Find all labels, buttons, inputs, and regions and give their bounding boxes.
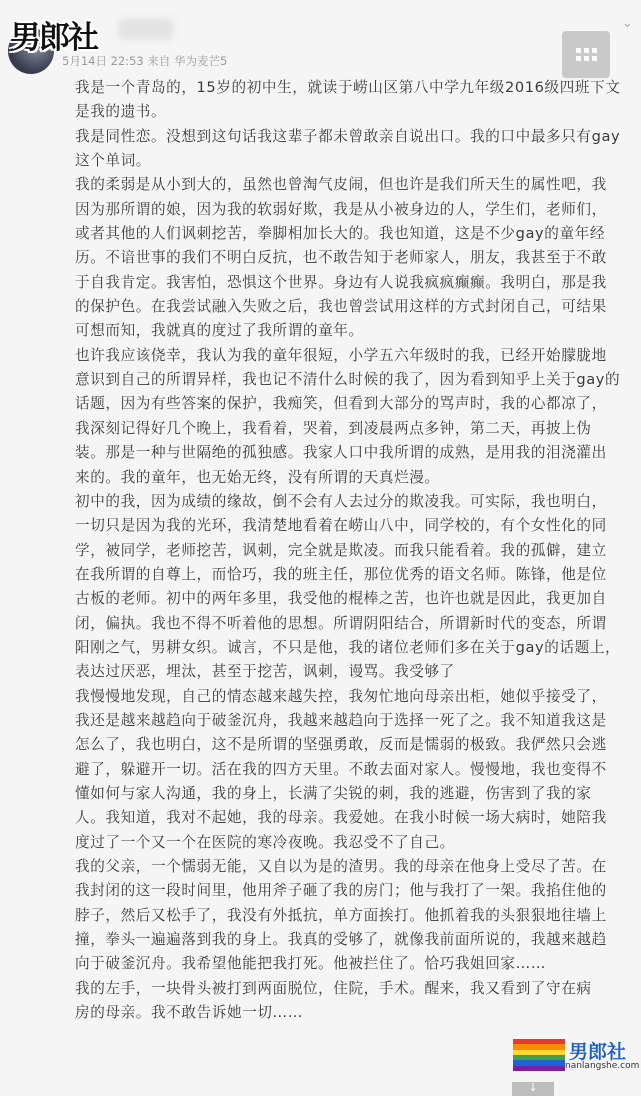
post-line: 或者其他的人们讽刺挖苦，拳脚相加长大的。我也知道，这是不少gay的童年经 xyxy=(75,225,606,243)
post-line: 我的父亲，一个懦弱无能，又自以为是的渣男。我的母亲在他身上受尽了苦。在 xyxy=(75,858,607,875)
post-line: 也许我应该侥幸，我认为我的童年很短，小学五六年级时的我，已经开始朦胧地 xyxy=(75,346,607,364)
post-line: 阳刚之气，男耕女织。诚言，不只是他，我的诸位老师们多在关于gay的话题上， xyxy=(75,638,621,656)
post-paragraph xyxy=(75,125,621,174)
post-paragraph xyxy=(75,344,621,490)
watermark-name: 男郎社 xyxy=(569,1041,627,1063)
post-line: 可想而知，我就真的度过了我所谓的童年。 xyxy=(75,322,364,340)
post-line: 在我所谓的自尊上，而恰巧，我的班主任，那位优秀的语文名师。陈锋，他是位 xyxy=(75,565,607,583)
chevron-down-icon[interactable]: ⌄ xyxy=(622,16,633,31)
post-line: 话题，因为有些答案的保护，我痴笑，但看到大部分的骂声时，我的心都凉了， xyxy=(75,395,607,413)
post-line: 脖子，然后又松手了，我没有外抵抗，单方面挨打。他抓着我的头狠狠地往墙上 xyxy=(75,906,607,924)
post-line: 我封闭的这一段时间里，他用斧子砸了我的房门；他与我打了一架。我掐住他的 xyxy=(75,882,607,900)
post-line: 历。不谙世事的我们不明白反抗，也不敢告知于老师家人，朋友，我甚至于不敢 xyxy=(75,249,607,267)
post-line: 意识到自己的所谓异样，我也记不清什么时候的我了，因为看到知乎上关于gay的 xyxy=(75,371,621,389)
post-line: 向于破釜沉舟。我希望他能把我打死。他被拦住了。恰巧我姐回家…… xyxy=(75,955,547,973)
post-line: 我深刻记得好几个晚上，我看着，哭着，到凌晨两点多钟，第二天，再披上伪 xyxy=(75,419,592,437)
post-line: 装。那是一种与世隔绝的孤独感。我家人口中我所谓的成熟，是用我的泪浇灌出 xyxy=(75,444,607,462)
post-paragraph xyxy=(75,977,621,1026)
blurred-username xyxy=(118,18,174,40)
post-line: 懂如何与家人沟通，我的身上，长满了尖锐的刺，我的逃避，伤害到了我的家 xyxy=(75,784,592,802)
post-paragraph xyxy=(75,855,621,977)
watermark-logo: 男郎社 xyxy=(10,20,97,56)
post-line: 表达过厌恶，埋汰，甚至于挖苦，讽刺，谩骂。我受够了 xyxy=(75,663,455,681)
post-body xyxy=(75,76,621,1025)
grid-menu-button[interactable] xyxy=(562,31,610,78)
post-paragraph xyxy=(75,76,621,125)
post-line: 撞，拳头一遍遍落到我的身上。我真的受够了，就像我前面所说的，我越来越趋 xyxy=(75,931,607,949)
post-line: 人。我知道，我对不起她，我的母亲。我爱她。在我小时候一场大病时，她陪我 xyxy=(75,809,607,827)
post-line: 我是一个青岛的，15岁的初中生，就读于崂山区第八中学九年级2016级四班下文 xyxy=(75,79,621,96)
post-line: 房的母亲。我不敢告诉她一切…… xyxy=(75,1004,303,1022)
post-line: 避了，躲避开一切。活在我的四方天里。不敢去面对家人。慢慢地，我也变得不 xyxy=(75,760,607,778)
post-line: 是我的遗书。 xyxy=(75,103,167,121)
watermark-url: nanlangshe.com xyxy=(565,1061,640,1071)
post-line: 于自我肯定。我害怕，恐惧这个世界。身边有人说我疯疯癫癫。我明白，那是我 xyxy=(75,273,607,291)
post-line: 来的。我的童年，也无始无终，没有所谓的天真烂漫。 xyxy=(75,468,440,486)
post-line: 因为那所谓的娘，因为我的软弱好欺，我是从小被身边的人，学生们，老师们， xyxy=(75,200,607,218)
post-line: 闭，偏执。我也不得不听着他的思想。所谓阴阳结合，所谓新时代的变态，所谓 xyxy=(75,614,607,632)
post-line: 古板的老师。初中的两年多里，我受他的棍棒之苦，也许也就是因此，我更加自 xyxy=(75,590,607,608)
post-line: 我的左手，一块骨头被打到两面脱位，住院，手术。醒来，我又看到了守在病 xyxy=(75,979,592,997)
post-paragraph xyxy=(75,685,621,855)
flag-stripe xyxy=(513,1066,565,1071)
post-line: 度过了一个又一个在医院的寒冷夜晚。我忍受不了自己。 xyxy=(75,833,455,851)
site-watermark xyxy=(513,1039,640,1073)
post-line: 我慢慢地发现，自己的情态越来越失控，我匆忙地向母亲出柜，她似乎接受了， xyxy=(75,687,607,705)
post-line: 这个单词。 xyxy=(75,152,151,170)
post-line: 的保护色。在我尝试融入失败之后，我也曾尝试用这样的方式封闭自己，可结果 xyxy=(75,298,607,316)
post-line: 一切只是因为我的光环，我清楚地看着在崂山八中，同学校的，有个女性化的同 xyxy=(75,517,607,535)
post-line: 我是同性恋。没想到这句话我这辈子都未曾敢亲自说出口。我的口中最多只有gay xyxy=(75,127,621,145)
post-meta: 5月14日 22:53 来自 华为麦芒5 xyxy=(62,54,228,68)
rainbow-flag-icon xyxy=(513,1039,565,1071)
post-line: 怎么了，我也明白，这不是所谓的坚强勇敢，反而是懦弱的极致。我俨然只会逃 xyxy=(75,736,607,754)
post-paragraph xyxy=(75,490,621,685)
post-line: 我还是越来越趋向于破釜沉舟，我越来越趋向于选择一死了之。我不知道我这是 xyxy=(75,711,607,729)
grid-icon xyxy=(576,48,597,61)
arrow-down-icon[interactable]: ↓ xyxy=(512,1082,554,1096)
post-paragraph xyxy=(75,173,621,343)
post-line: 初中的我，因为成绩的缘故，倒不会有人去过分的欺凌我。可实际，我也明白， xyxy=(75,492,607,510)
post-line: 我的柔弱是从小到大的，虽然也曾淘气皮闹，但也许是我们所天生的属性吧，我 xyxy=(75,176,607,194)
post-line: 学，被同学，老师挖苦，讽刺，完全就是欺凌。而我只能看着。我的孤僻，建立 xyxy=(75,541,607,559)
